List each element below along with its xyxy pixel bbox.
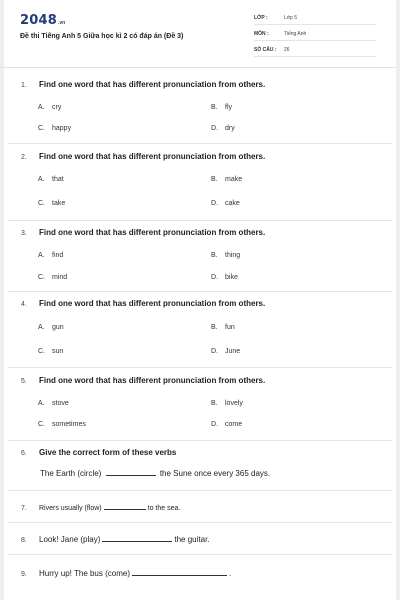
question-text: Find one word that has different pronunciation from others. xyxy=(39,228,266,237)
option-letter: C. xyxy=(38,125,45,132)
logo-suffix: .vn xyxy=(57,20,66,26)
option-letter: D. xyxy=(211,200,218,207)
option-letter: B. xyxy=(211,176,218,183)
option-letter: B. xyxy=(211,400,218,407)
option-letter: D. xyxy=(211,421,218,428)
option-c[interactable] xyxy=(38,348,63,355)
meta-label: LỚP : xyxy=(254,15,268,21)
question-number: 7. xyxy=(21,505,27,512)
option-b[interactable] xyxy=(211,252,240,259)
option-text: fun xyxy=(225,324,235,331)
option-text: mind xyxy=(52,274,68,281)
sentence-after: to the sea. xyxy=(147,505,181,512)
option-text: stove xyxy=(52,400,69,407)
option-b[interactable] xyxy=(211,176,242,183)
option-text: cry xyxy=(52,104,62,111)
option-letter: C. xyxy=(38,274,45,281)
option-text: make xyxy=(225,176,243,183)
option-b[interactable] xyxy=(211,400,243,407)
option-text: sun xyxy=(52,348,64,355)
meta-count xyxy=(254,45,376,57)
option-letter: B. xyxy=(211,252,218,259)
sentence-after: the guitar. xyxy=(174,535,210,544)
question-number: 6. xyxy=(21,450,27,457)
option-c[interactable] xyxy=(38,421,86,428)
meta-label: MÔN : xyxy=(254,31,269,37)
option-text: find xyxy=(52,252,64,259)
sentence-after: . xyxy=(229,569,232,578)
sentence-before: Rivers usually (flow) xyxy=(39,505,102,512)
option-letter: C. xyxy=(38,421,45,428)
option-letter: B. xyxy=(211,104,218,111)
answer-blank[interactable] xyxy=(102,534,172,542)
question-heading xyxy=(21,448,176,457)
sentence-after: the Sune once every 365 days. xyxy=(159,469,271,478)
option-d[interactable] xyxy=(211,421,242,428)
question-heading xyxy=(21,534,210,544)
option-text: come xyxy=(225,421,243,428)
question-number: 9. xyxy=(21,571,27,578)
question-number: 2. xyxy=(21,154,27,161)
divider xyxy=(8,143,392,144)
question-text: Give the correct form of these verbs xyxy=(39,448,177,457)
option-c[interactable] xyxy=(38,125,71,132)
question-heading xyxy=(21,80,265,89)
question-heading xyxy=(21,568,231,578)
page-header xyxy=(0,0,400,68)
meta-value: Tiếng Anh xyxy=(284,31,307,37)
question-number: 8. xyxy=(21,537,27,544)
option-c[interactable] xyxy=(38,200,65,207)
option-text: gun xyxy=(52,324,64,331)
option-a[interactable] xyxy=(38,252,63,259)
option-letter: A. xyxy=(38,252,45,259)
divider xyxy=(8,522,392,523)
option-letter: A. xyxy=(38,324,45,331)
question-number: 5. xyxy=(21,378,27,385)
site-logo[interactable] xyxy=(20,13,65,28)
option-letter: C. xyxy=(38,348,45,355)
question-heading xyxy=(21,502,180,512)
meta-subject xyxy=(254,29,376,41)
option-text: lovely xyxy=(225,400,243,407)
option-c[interactable] xyxy=(38,274,67,281)
option-letter: A. xyxy=(38,400,45,407)
question-number: 3. xyxy=(21,230,27,237)
option-text: thing xyxy=(225,252,241,259)
option-text: bike xyxy=(225,274,238,281)
option-d[interactable] xyxy=(211,200,240,207)
answer-blank[interactable] xyxy=(132,568,227,576)
meta-value: Lớp 5 xyxy=(284,15,298,21)
option-a[interactable] xyxy=(38,104,61,111)
sentence-before: The Earth (circle) xyxy=(40,469,102,478)
option-d[interactable] xyxy=(211,125,235,132)
option-text: take xyxy=(52,200,66,207)
option-d[interactable] xyxy=(211,348,240,355)
option-letter: D. xyxy=(211,274,218,281)
question-text: Find one word that has different pronunciation from others. xyxy=(39,376,266,385)
divider xyxy=(8,220,392,221)
option-a[interactable] xyxy=(38,176,64,183)
sentence-before: Hurry up! The bus (come) xyxy=(39,569,130,578)
option-letter: A. xyxy=(38,176,45,183)
question-heading xyxy=(21,299,265,308)
option-a[interactable] xyxy=(38,324,64,331)
option-text: fly xyxy=(225,104,232,111)
divider xyxy=(8,440,392,441)
divider xyxy=(8,554,392,555)
option-text: happy xyxy=(52,125,72,132)
option-a[interactable] xyxy=(38,400,69,407)
option-d[interactable] xyxy=(211,274,238,281)
option-b[interactable] xyxy=(211,104,232,111)
option-text: sometimes xyxy=(52,421,86,428)
question-text: Find one word that has different pronunciation from others. xyxy=(39,299,266,308)
option-text: cake xyxy=(225,200,240,207)
option-letter: D. xyxy=(211,125,218,132)
answer-blank[interactable] xyxy=(104,502,146,510)
option-text: June xyxy=(225,348,241,355)
meta-value: 26 xyxy=(284,47,290,53)
question-number: 4. xyxy=(21,301,27,308)
question-heading xyxy=(21,376,265,385)
fill-sentence xyxy=(40,468,270,478)
question-heading xyxy=(21,228,265,237)
sentence-before: Look! Jane (play) xyxy=(39,535,101,544)
option-text: that xyxy=(52,176,64,183)
logo-text: 2048 xyxy=(20,13,57,28)
option-letter: A. xyxy=(38,104,45,111)
exam-title: Đề thi Tiếng Anh 5 Giữa học kì 2 có đáp án (Đề 3) xyxy=(20,33,184,40)
meta-class xyxy=(254,13,376,25)
option-letter: B. xyxy=(211,324,218,331)
divider xyxy=(8,367,392,368)
question-number: 1. xyxy=(21,82,27,89)
question-text: Find one word that has different pronunciation from others. xyxy=(39,152,266,161)
answer-blank[interactable] xyxy=(106,468,156,476)
divider xyxy=(8,291,392,292)
question-text: Find one word that has different pronunciation from others. xyxy=(39,80,266,89)
question-heading xyxy=(21,152,265,161)
option-letter: D. xyxy=(211,348,218,355)
divider xyxy=(8,490,392,491)
option-b[interactable] xyxy=(211,324,235,331)
option-text: dry xyxy=(225,125,235,132)
meta-label: SỐ CÂU : xyxy=(254,47,277,53)
option-letter: C. xyxy=(38,200,45,207)
